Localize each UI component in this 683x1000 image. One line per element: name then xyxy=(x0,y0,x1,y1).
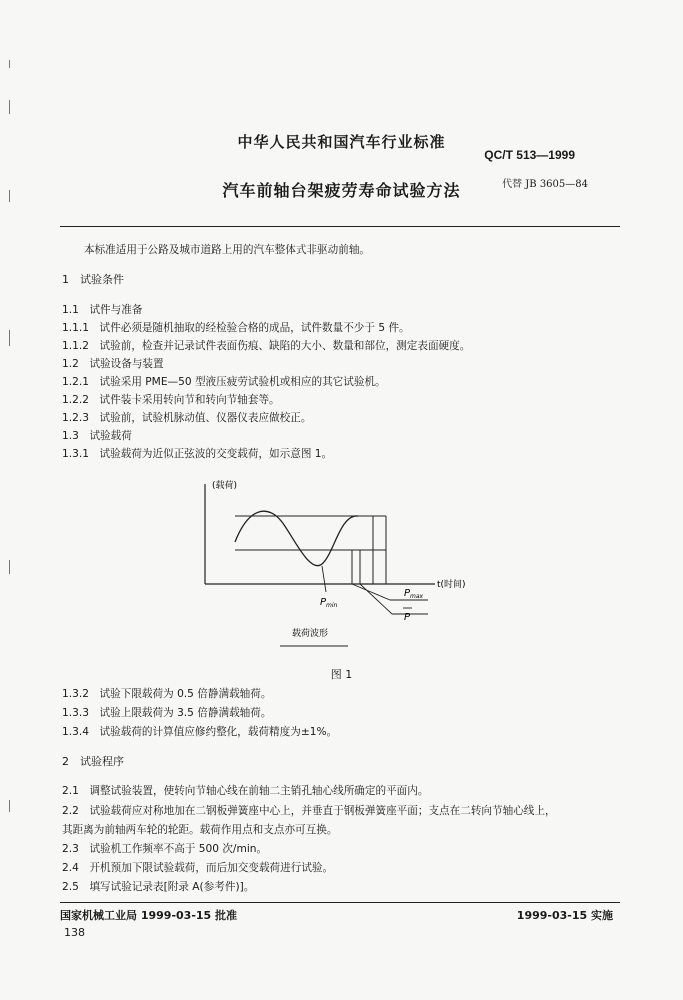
clause-2-2-continued: 其距离为前轴两车轮的轮距。载荷作用点和支点亦可互换。 xyxy=(62,824,338,836)
load-waveform-figure xyxy=(190,474,490,654)
document-title: 汽车前轴台架疲劳寿命试验方法 xyxy=(222,181,461,200)
margin-mark xyxy=(9,800,10,812)
clause-1-1-2: 1.1.2 试验前，检查并记录试件表面伤痕、缺陷的大小、数量和部位，测定表面硬度。 xyxy=(62,340,471,352)
intro-paragraph: 本标准适用于公路及城市道路上用的汽车整体式非驱动前轴。 xyxy=(84,244,371,256)
clause-2-5: 2.5 填写试验记录表[附录 A(参考件)]。 xyxy=(62,881,255,893)
load-sine-wave xyxy=(235,511,358,566)
clause-1-1-1: 1.1.1 试件必须是随机抽取的经检验合格的成品，试件数量不少于 5 件。 xyxy=(62,322,410,334)
margin-mark xyxy=(9,100,10,114)
margin-mark xyxy=(9,560,10,574)
clause-1-3-4: 1.3.4 试验载荷的计算值应修约整化，载荷精度为±1%。 xyxy=(62,726,338,738)
clause-1-3: 1.3 试验载荷 xyxy=(62,430,132,442)
replaces-note: 代替 JB 3605—84 xyxy=(502,179,588,190)
pmin-leader xyxy=(322,566,326,592)
clause-1-2: 1.2 试验设备与装置 xyxy=(62,358,164,370)
section-1-heading: 1 试验条件 xyxy=(62,273,124,286)
standard-org-heading: 中华人民共和国汽车行业标准 xyxy=(237,133,446,151)
clause-1-2-1: 1.2.1 试验采用 PME—50 型液压疲劳试验机或相应的其它试验机。 xyxy=(62,376,386,388)
clause-1-3-1: 1.3.1 试验载荷为近似正弦波的交变载荷，如示意图 1。 xyxy=(62,448,333,460)
section-2-heading: 2 试验程序 xyxy=(62,755,124,768)
pbar-label: P xyxy=(404,612,411,623)
clause-1-2-2: 1.2.2 试件装卡采用转向节和转向节轴套等。 xyxy=(62,394,280,406)
pmax-label: $P_{max}$ xyxy=(404,588,424,600)
clause-1-3-2: 1.3.2 试验下限载荷为 0.5 倍静满载轴荷。 xyxy=(62,688,272,700)
header-rule xyxy=(60,226,620,227)
margin-mark xyxy=(9,60,10,68)
footer-rule xyxy=(60,902,620,903)
x-axis-label: t(时间) xyxy=(437,580,466,590)
effective-date: 1999-03-15 实施 xyxy=(516,909,613,922)
figure-caption: 图 1 xyxy=(330,668,353,681)
clause-2-1: 2.1 调整试验装置，使转向节轴心线在前轴二主销孔轴心线所确定的平面内。 xyxy=(62,785,429,797)
y-axis-label: (载荷) xyxy=(212,481,238,491)
standard-code: QC/T 513—1999 xyxy=(484,148,575,162)
clause-1-3-3: 1.3.3 试验上限载荷为 3.5 倍静满载轴荷。 xyxy=(62,707,272,719)
clause-2-2: 2.2 试验载荷应对称地加在二钢板弹簧座中心上，并垂直于钢板弹簧座平面；支点在二转向节轴心线上， xyxy=(62,805,556,817)
clause-1-1: 1.1 试件与准备 xyxy=(62,304,143,316)
clause-1-2-3: 1.2.3 试验前，试验机脉动值、仪器仪表应做校正。 xyxy=(62,412,312,424)
approval-note: 国家机械工业局 1999-03-15 批准 xyxy=(60,909,238,922)
waveform-label: 载荷波形 xyxy=(292,629,329,639)
page-number: 138 xyxy=(64,926,85,939)
margin-mark xyxy=(9,330,10,346)
pmax-leader xyxy=(352,584,390,600)
pmin-label: $P_{min}$ xyxy=(320,597,338,609)
clause-2-4: 2.4 开机预加下限试验载荷，而后加交变载荷进行试验。 xyxy=(62,862,334,874)
clause-2-3: 2.3 试验机工作频率不高于 500 次/min。 xyxy=(62,843,268,855)
